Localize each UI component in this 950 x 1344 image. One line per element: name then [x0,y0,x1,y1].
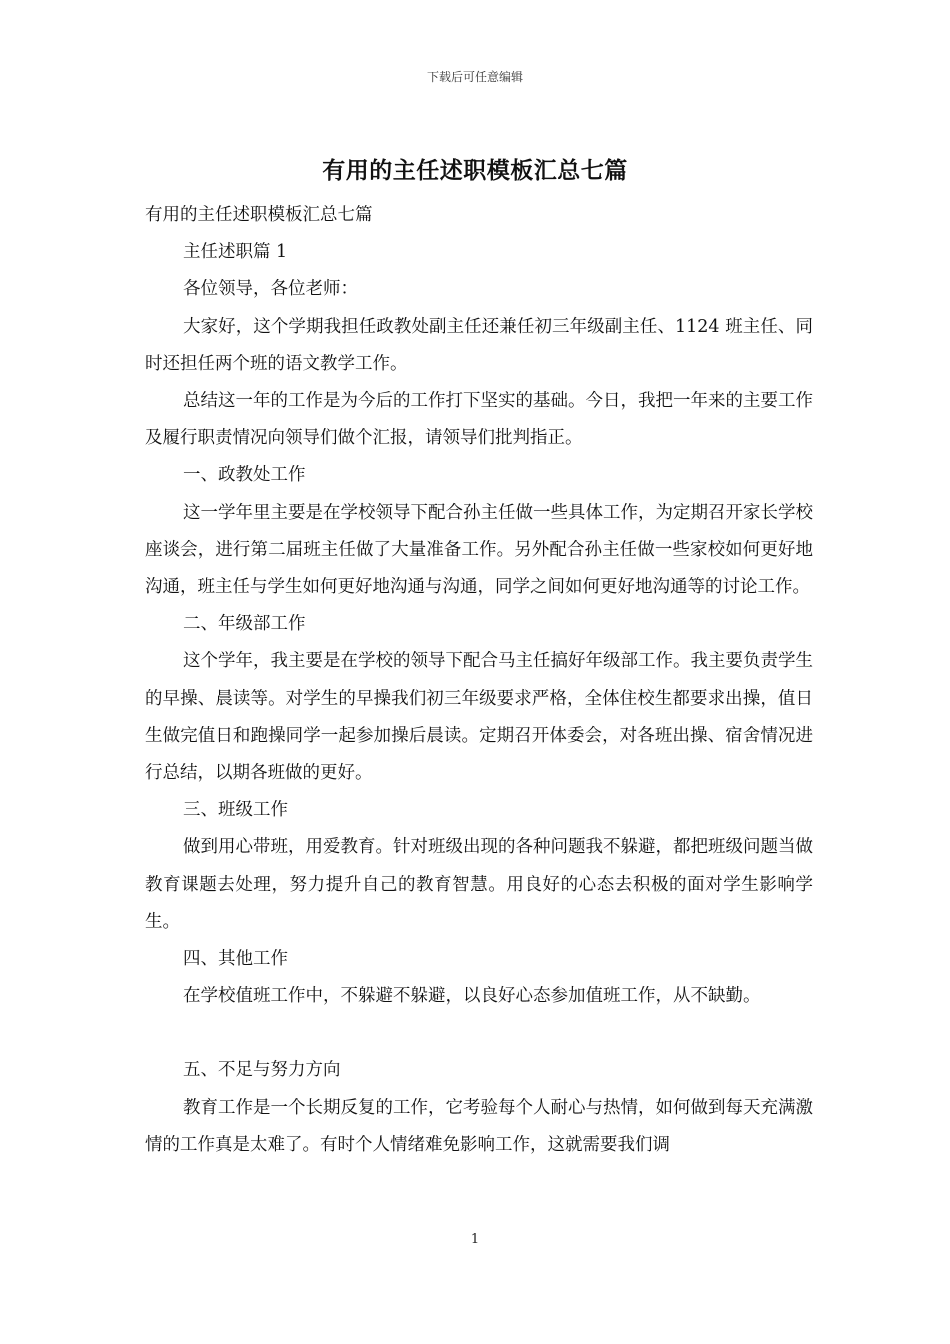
paragraph-intro-2: 总结这一年的工作是为今后的工作打下坚实的基础。今日，我把一年来的主要工作及履行职责情况向领导们做个汇报，请领导们批判指正。 [145,391,813,449]
paragraph-other-work: 在学校值班工作中，不躲避不躲避，以良好心态参加值班工作，从不缺勤。 [183,986,761,1007]
paragraph-intro-1: 大家好，这个学期我担任政教处副主任还兼任初三年级副主任、1124 班主任、同时还担任两个班的语文教学工作。 [145,316,813,374]
paragraph-class-work: 做到用心带班，用爱教育。针对班级出现的各种问题我不躲避，都把班级问题当做教育课题去处理，努力提升自己的教育智慧。用良好的心态去积极的面对学生影响学生。 [145,837,813,932]
document-title: 有用的主任述职模板汇总七篇 [322,157,628,184]
heading-political-office: 一、政教处工作 [183,465,306,486]
document-body [145,197,813,1164]
paragraph-grade-department: 这个学年，我主要是在学校的领导下配合马主任搞好年级部工作。我主要负责学生的早操、晨读等。对学生的早操我们初三年级要求严格，全体住校生都要求出操，值日生做完值日和跑操同学一起参加操后晨读。定期召开体委会，对各班出操、宿舍情况进行总结，以期各班做的更好。 [145,651,813,784]
paragraph-spacer [145,1015,813,1052]
section-heading: 主任述职篇 1 [183,242,288,263]
document-subtitle: 有用的主任述职模板汇总七篇 [145,205,373,225]
heading-grade-department: 二、年级部工作 [183,614,306,635]
page-number: 1 [470,1232,480,1247]
heading-shortcomings: 五、不足与努力方向 [183,1060,341,1081]
heading-class-work: 三、班级工作 [183,800,288,821]
paragraph-political-office: 这一学年里主要是在学校领导下配合孙主任做一些具体工作，为定期召开家长学校座谈会，进行第二届班主任做了大量准备工作。另外配合孙主任做一些家校如何更好地沟通，班主任与学生如何更好地沟通与沟通，同学之间如何更好地沟通等的讨论工作。 [145,502,813,598]
header-note: 下载后可任意编辑 [426,70,523,84]
heading-other-work: 四、其他工作 [183,949,288,970]
greeting: 各位领导，各位老师： [183,279,358,300]
paragraph-shortcomings: 教育工作是一个长期反复的工作，它考验每个人耐心与热情，如何做到每天充满激情的工作真是太难了。有时个人情绪难免影响工作，这就需要我们调 [145,1097,813,1155]
